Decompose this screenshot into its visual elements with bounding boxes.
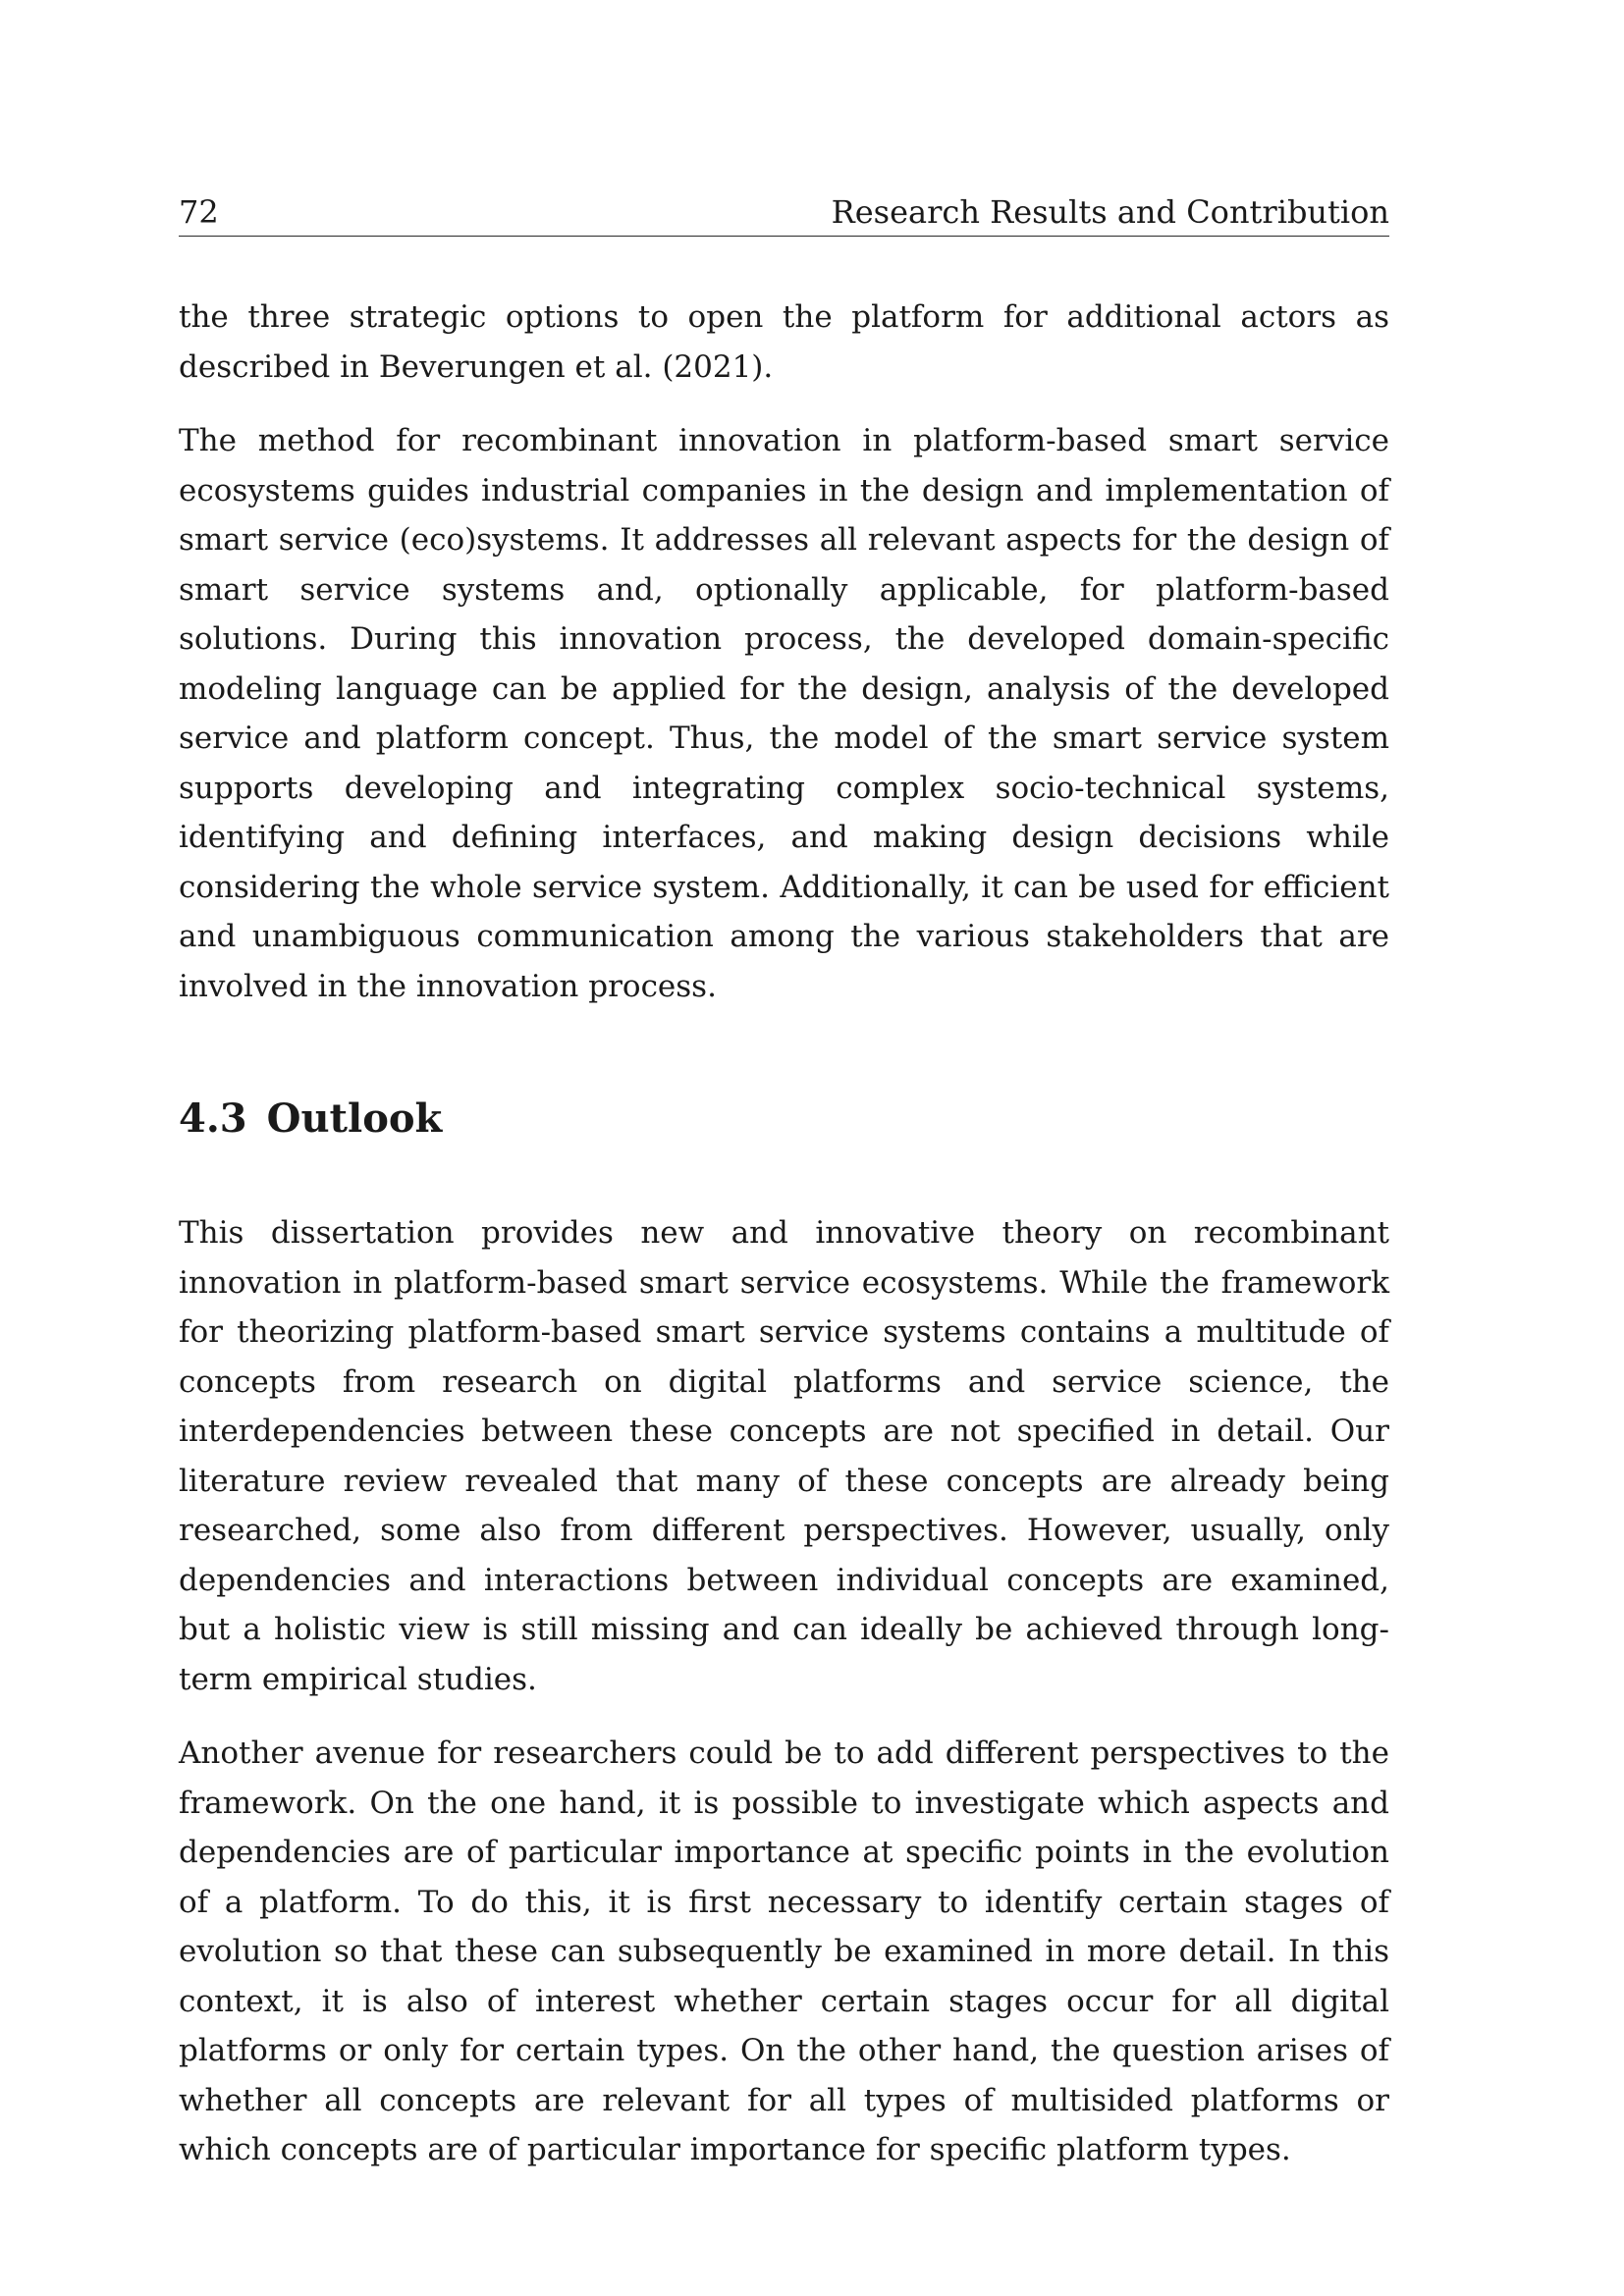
section-heading [179, 1095, 1389, 1143]
paragraph-method: The method for recombinant innovation in platform-based smart service ecosystems guides industrial companies in the design and implementation of smart service (eco)systems. It addresses all relevant aspects for the design of smart service systems and, optionally applicable, for platform-based solutions. During this innovation process, the developed domain-specific modeling language can be applied for the design, analysis of the developed service and platform concept. Thus, the model of the smart service system supports developing and integrating complex socio-technical systems, identifying and defining interfaces, and making design decisions while considering the whole service system. Additionally, it can be used for efficient and unambiguous communication among the various stakeholders that are involved in the innovation process. [179, 423, 1389, 1004]
paragraph-continuation: the three strategic options to open the platform for additional actors as described in Beverungen et al. (2021). [179, 299, 1389, 385]
page-header [179, 192, 1389, 237]
paragraph-dissertation: This dissertation provides new and innovative theory on recombinant innovation in platform-based smart service ecosystems. While the framework for theorizing platform-based smart service systems contains a multitude of concepts from research on digital platforms and service science, the interdependencies between these concepts are not specified in detail. Our literature review revealed that many of these concepts are already being researched, some also from different perspectives. However, usually, only dependencies and interactions between individual concepts are examined, but a holistic view is still missing and can ideally be achieved through long-term empirical studies. [179, 1215, 1389, 1697]
page-content [179, 293, 1389, 2200]
paragraph-avenue: Another avenue for researchers could be to add different perspectives to the framework. On the one hand, it is possible to investigate which aspects and dependencies are of particular importance at specific points in the evolution of a platform. To do this, it is first necessary to identify certain stages of evolution so that these can subsequently be examined in more detail. In this context, it is also of interest whether certain stages occur for all digital platforms or only for certain types. On the other hand, the question arises of whether all concepts are relevant for all types of multisided platforms or which concepts are of particular importance for specific platform types. [179, 1735, 1389, 2167]
page-number: 72 [179, 193, 219, 231]
section-title: Outlook [266, 1095, 443, 1142]
section-number: 4.3 [179, 1095, 247, 1142]
running-title: Research Results and Contribution [831, 193, 1389, 231]
